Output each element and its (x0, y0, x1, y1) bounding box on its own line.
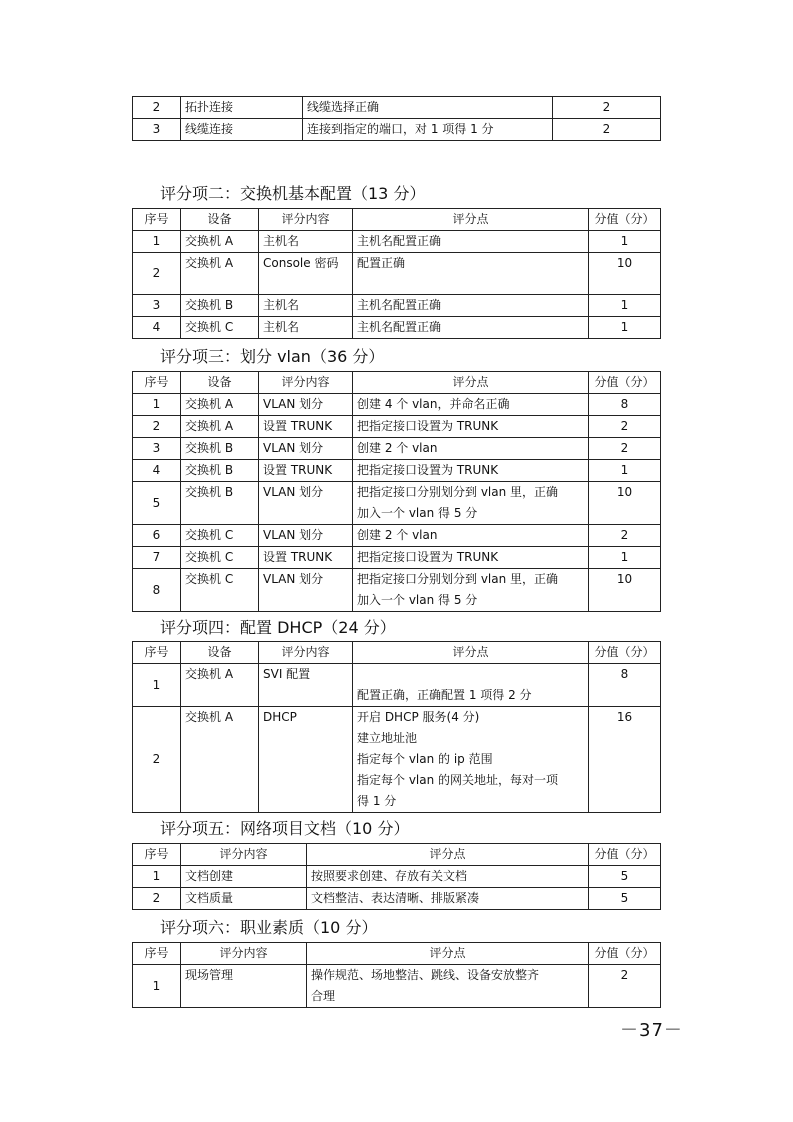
score-cell: 2 (553, 97, 661, 119)
point-cell (307, 965, 589, 1008)
header-score: 分值（分） (589, 209, 661, 231)
score-cell: 1 (589, 547, 661, 569)
header-device: 设备 (181, 642, 259, 664)
section-heading: 评分项六：职业素质（10 分） (160, 918, 378, 937)
point-cell: 按照要求创建、存放有关文档 (307, 866, 589, 888)
point-cell: 连接到指定的端口，对 1 项得 1 分 (303, 119, 553, 141)
table-row (133, 664, 661, 707)
table-row (133, 295, 661, 317)
table-row (133, 482, 661, 525)
device-cell: 交换机 C (181, 569, 259, 612)
row-number: 6 (133, 525, 181, 547)
content-cell: 文档创建 (181, 866, 307, 888)
point-cell (353, 707, 589, 813)
score-cell: 16 (589, 707, 661, 813)
point-line: 合理 (311, 989, 336, 1003)
device-cell: 交换机 C (181, 525, 259, 547)
device-cell: 交换机 A (181, 253, 259, 295)
table-row (133, 965, 661, 1008)
row-number: 7 (133, 547, 181, 569)
score-cell: 2 (589, 965, 661, 1008)
header-no: 序号 (133, 372, 181, 394)
page-number: －37－ (620, 1020, 683, 1041)
score-cell: 2 (553, 119, 661, 141)
table-header-row (133, 209, 661, 231)
point-cell: 把指定接口设置为 TRUNK (353, 547, 589, 569)
row-number: 2 (133, 97, 181, 119)
content-cell: VLAN 划分 (259, 569, 353, 612)
score-cell: 10 (589, 569, 661, 612)
table-header-row (133, 642, 661, 664)
point-cell: 把指定接口设置为 TRUNK (353, 416, 589, 438)
table-row (133, 547, 661, 569)
point-line: 开启 DHCP 服务(4 分) (357, 710, 480, 724)
vlan-division-table (132, 371, 661, 612)
project-docs-table (132, 843, 661, 910)
header-no: 序号 (133, 943, 181, 965)
table-row (133, 707, 661, 813)
row-number: 1 (133, 664, 181, 707)
score-cell: 10 (589, 253, 661, 295)
content-cell: VLAN 划分 (259, 438, 353, 460)
point-line: 指定每个 vlan 的 ip 范围 (357, 752, 493, 766)
header-point: 评分点 (353, 372, 589, 394)
row-number: 2 (133, 253, 181, 295)
section-heading: 评分项五：网络项目文档（10 分） (160, 819, 410, 838)
row-number: 1 (133, 231, 181, 253)
content-cell: 主机名 (259, 295, 353, 317)
score-cell: 1 (589, 295, 661, 317)
device-cell: 交换机 C (181, 317, 259, 339)
point-line: 加入一个 vlan 得 5 分 (357, 506, 478, 520)
header-score: 分值（分） (589, 844, 661, 866)
point-cell: 创建 2 个 vlan (353, 525, 589, 547)
header-content: 评分内容 (181, 943, 307, 965)
table-row (133, 438, 661, 460)
header-content: 评分内容 (259, 209, 353, 231)
table-row (133, 460, 661, 482)
row-number: 1 (133, 866, 181, 888)
row-number: 1 (133, 965, 181, 1008)
score-cell: 5 (589, 866, 661, 888)
score-cell: 1 (589, 231, 661, 253)
device-cell: 交换机 C (181, 547, 259, 569)
table-header-row (133, 844, 661, 866)
point-cell (353, 569, 589, 612)
row-number: 3 (133, 119, 181, 141)
item-cell: 拓扑连接 (181, 97, 303, 119)
device-cell: 交换机 A (181, 664, 259, 707)
header-no: 序号 (133, 844, 181, 866)
top-score-table (132, 96, 661, 141)
point-line: 指定每个 vlan 的网关地址，每对一项 (357, 773, 559, 787)
row-number: 2 (133, 888, 181, 910)
content-cell: 设置 TRUNK (259, 460, 353, 482)
row-number: 1 (133, 394, 181, 416)
row-number: 3 (133, 438, 181, 460)
header-point: 评分点 (307, 844, 589, 866)
content-cell: 设置 TRUNK (259, 547, 353, 569)
point-cell: 主机名配置正确 (353, 231, 589, 253)
header-score: 分值（分） (589, 642, 661, 664)
header-content: 评分内容 (181, 844, 307, 866)
content-cell: 文档质量 (181, 888, 307, 910)
score-cell: 10 (589, 482, 661, 525)
header-device: 设备 (181, 372, 259, 394)
header-device: 设备 (181, 209, 259, 231)
content-cell: 主机名 (259, 231, 353, 253)
device-cell: 交换机 A (181, 416, 259, 438)
table-row (133, 119, 661, 141)
switch-basic-config-table (132, 208, 661, 339)
point-line: 加入一个 vlan 得 5 分 (357, 593, 478, 607)
content-cell: 现场管理 (181, 965, 307, 1008)
table-row (133, 525, 661, 547)
point-line: 操作规范、场地整洁、跳线、设备安放整齐 (311, 968, 540, 982)
section-heading: 评分项四：配置 DHCP（24 分） (160, 618, 396, 637)
content-cell: VLAN 划分 (259, 394, 353, 416)
header-point: 评分点 (307, 943, 589, 965)
row-number: 3 (133, 295, 181, 317)
header-no: 序号 (133, 209, 181, 231)
table-row (133, 866, 661, 888)
score-cell: 1 (589, 317, 661, 339)
content-cell: SVI 配置 (259, 664, 353, 707)
point-cell: 主机名配置正确 (353, 295, 589, 317)
score-cell: 2 (589, 525, 661, 547)
device-cell: 交换机 B (181, 438, 259, 460)
point-cell: 创建 2 个 vlan (353, 438, 589, 460)
point-cell: 文档整洁、表达清晰、排版紧凑 (307, 888, 589, 910)
header-point: 评分点 (353, 642, 589, 664)
row-number: 8 (133, 569, 181, 612)
header-point: 评分点 (353, 209, 589, 231)
score-cell: 2 (589, 416, 661, 438)
score-cell: 1 (589, 460, 661, 482)
table-row (133, 231, 661, 253)
point-line: 把指定接口分别划分到 vlan 里，正确 (357, 485, 559, 499)
table-row (133, 888, 661, 910)
point-cell: 配置正确 (353, 253, 589, 295)
row-number: 5 (133, 482, 181, 525)
row-number: 2 (133, 416, 181, 438)
point-cell: 创建 4 个 vlan，并命名正确 (353, 394, 589, 416)
score-cell: 8 (589, 394, 661, 416)
header-score: 分值（分） (589, 372, 661, 394)
device-cell: 交换机 B (181, 482, 259, 525)
row-number: 4 (133, 460, 181, 482)
content-cell: Console 密码 (259, 253, 353, 295)
score-cell: 5 (589, 888, 661, 910)
point-cell: 配置正确，正确配置 1 项得 2 分 (353, 664, 589, 707)
device-cell: 交换机 B (181, 460, 259, 482)
professional-quality-table (132, 942, 661, 1008)
table-row (133, 394, 661, 416)
device-cell: 交换机 B (181, 295, 259, 317)
point-cell: 线缆选择正确 (303, 97, 553, 119)
header-no: 序号 (133, 642, 181, 664)
section-heading: 评分项三：划分 vlan（36 分） (160, 347, 385, 366)
header-score: 分值（分） (589, 943, 661, 965)
point-line: 把指定接口分别划分到 vlan 里，正确 (357, 572, 559, 586)
content-cell: DHCP (259, 707, 353, 813)
table-row (133, 317, 661, 339)
row-number: 4 (133, 317, 181, 339)
point-cell: 把指定接口设置为 TRUNK (353, 460, 589, 482)
table-header-row (133, 372, 661, 394)
dhcp-config-table (132, 641, 661, 813)
table-row (133, 253, 661, 295)
header-content: 评分内容 (259, 642, 353, 664)
score-cell: 2 (589, 438, 661, 460)
row-number: 2 (133, 707, 181, 813)
content-cell: VLAN 划分 (259, 525, 353, 547)
table-row (133, 569, 661, 612)
point-cell (353, 482, 589, 525)
content-cell: 主机名 (259, 317, 353, 339)
device-cell: 交换机 A (181, 394, 259, 416)
table-row (133, 416, 661, 438)
table-header-row (133, 943, 661, 965)
item-cell: 线缆连接 (181, 119, 303, 141)
score-cell: 8 (589, 664, 661, 707)
header-content: 评分内容 (259, 372, 353, 394)
device-cell: 交换机 A (181, 707, 259, 813)
point-cell: 主机名配置正确 (353, 317, 589, 339)
section-heading: 评分项二：交换机基本配置（13 分） (160, 184, 426, 203)
device-cell: 交换机 A (181, 231, 259, 253)
content-cell: 设置 TRUNK (259, 416, 353, 438)
table-row (133, 97, 661, 119)
point-line: 建立地址池 (357, 731, 418, 745)
content-cell: VLAN 划分 (259, 482, 353, 525)
point-line: 得 1 分 (357, 794, 397, 808)
